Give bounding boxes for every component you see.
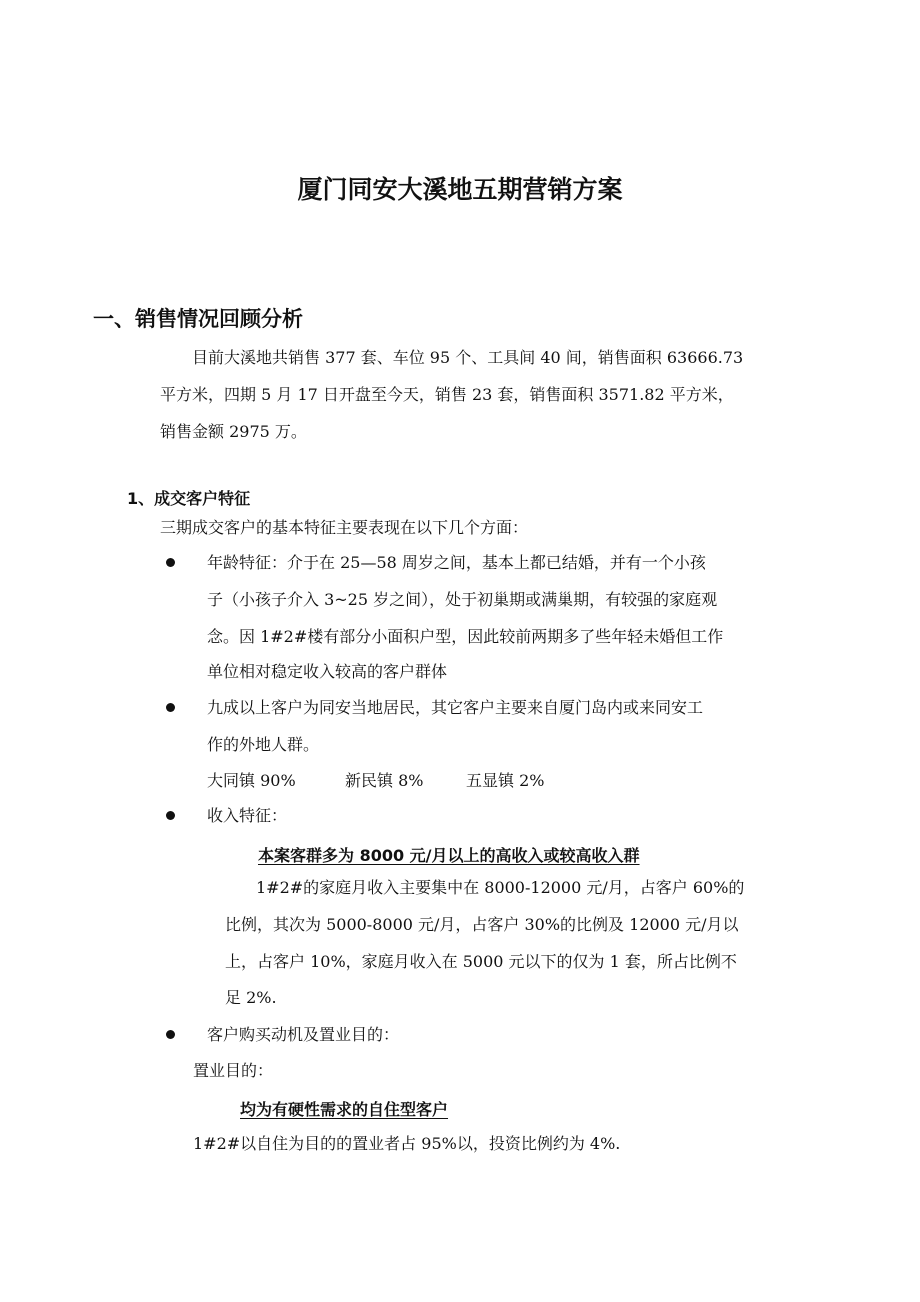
paragraph-line: 1#2#的家庭月收入主要集中在 8000-12000 元/月，占客户 60%的 [256,878,745,897]
bullet-text-line: 念。因 1#2#楼有部分小面积户型，因此较前两期多了些年轻未婚但工作 [207,627,724,646]
bullet-icon [166,558,175,567]
document-title: 厦门同安大溪地五期营销方案 [297,175,623,204]
bullet-text-line: 年龄特征：介于在 25—58 周岁之间，基本上都已结婚，并有一个小孩 [207,553,706,572]
bullet-text-line: 作的外地人群。 [207,735,320,754]
paragraph-line: 上，占客户 10%，家庭月收入在 5000 元以下的仅为 1 套，所占比例不 [225,952,737,971]
purpose-headline: 均为有硬性需求的自住型客户 [240,1100,449,1119]
paragraph-line: 平方米，四期 5 月 17 日开盘至今天，销售 23 套，销售面积 3571.82 平方米， [160,385,734,404]
bullet-icon [166,811,175,820]
town-stat: 五显镇 2% [466,771,545,790]
paragraph-line: 1#2#以自住为目的的置业者占 95%以，投资比例约为 4%. [193,1134,621,1153]
town-stat: 新民镇 8% [345,771,424,790]
paragraph-line: 三期成交客户的基本特征主要表现在以下几个方面： [160,518,529,537]
town-stat: 大同镇 90% [207,771,296,790]
income-headline: 本案客群多为 8000 元/月以上的高收入或较高收入群 [258,846,640,865]
paragraph-line: 销售金额 2975 万。 [160,422,307,441]
paragraph-line: 比例，其次为 5000-8000 元/月，占客户 30%的比例及 12000 元/月以 [225,915,739,934]
section-heading: 一、销售情况回顾分析 [93,307,303,331]
bullet-text-line: 子（小孩子介入 3~25 岁之间），处于初巢期或满巢期，有较强的家庭观 [207,590,718,609]
subsection-heading: 1、成交客户特征 [127,489,251,508]
paragraph-line: 目前大溪地共销售 377 套、车位 95 个、工具间 40 间，销售面积 63666.73 [192,348,744,367]
bullet-icon [166,1030,175,1039]
paragraph-line: 足 2%. [225,988,277,1007]
bullet-text-line: 单位相对稳定收入较高的客户群体 [207,662,448,681]
bullet-text-line: 收入特征： [207,806,288,825]
bullet-text-line: 客户购买动机及置业目的： [207,1025,400,1044]
paragraph-line: 置业目的： [193,1061,274,1080]
bullet-text-line: 九成以上客户为同安当地居民，其它客户主要来自厦门岛内或来同安工 [207,698,704,717]
bullet-icon [166,703,175,712]
